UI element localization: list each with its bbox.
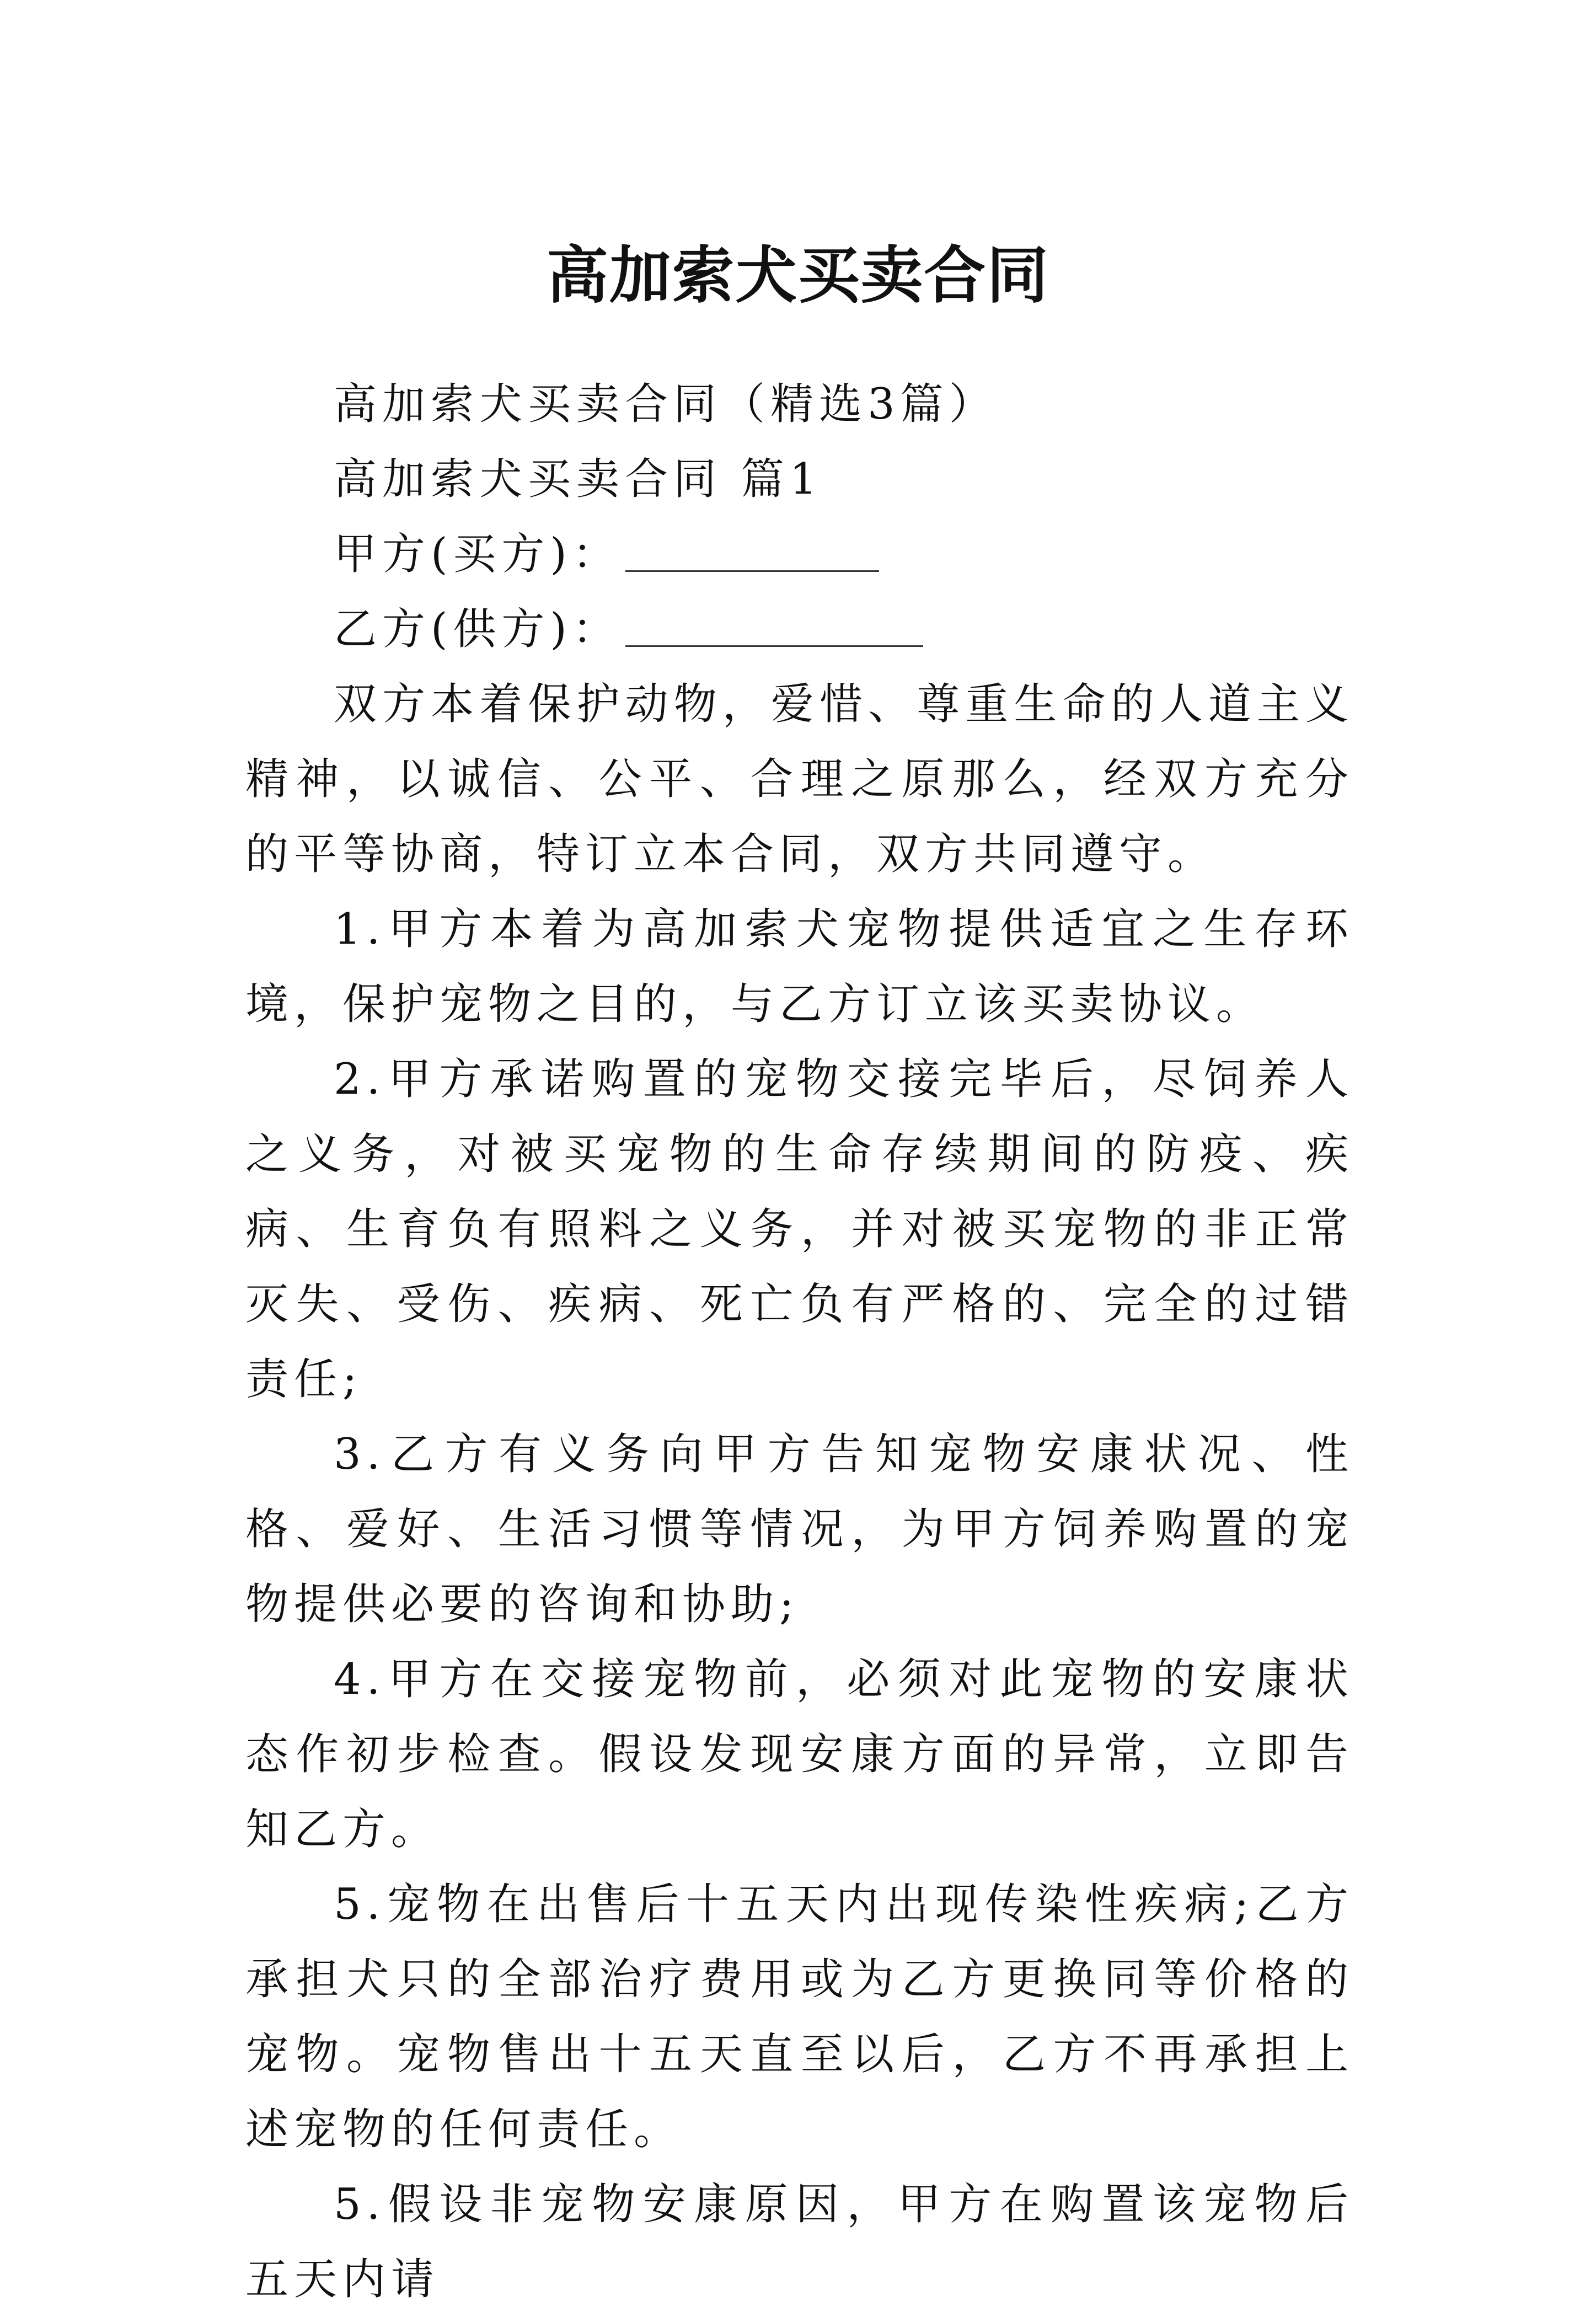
- paragraph-clause-2: 2.甲方承诺购置的宠物交接完毕后，尽饲养人之义务，对被买宠物的生命存续期间的防疫、疾病、生育负有照料之义务，并对被买宠物的非正常灭失、受伤、疾病、死亡负有严格的、完全的过错责任;: [245, 1055, 1354, 1404]
- party-b-label: 乙方(供方)：: [334, 604, 621, 654]
- paragraph-clause-5b: 5.假设非宠物安康原因，甲方在购置该宠物后五天内请: [245, 2180, 1354, 2304]
- section-heading: 高加索犬买卖合同 篇1: [334, 454, 823, 504]
- paragraph-clause-1: 1.甲方本着为高加索犬宠物提供适宜之生存环境，保护宠物之目的，与乙方订立该买卖协议。: [245, 905, 1354, 1029]
- party-a-line: [245, 517, 1354, 592]
- document-title: 高加索犬买卖合同: [547, 239, 1049, 312]
- paragraph-clause-3: 3.乙方有义务向甲方告知宠物安康状况、性格、爱好、生活习惯等情况，为甲方饲养购置的宠物提供必要的咨询和协助;: [245, 1430, 1354, 1629]
- party-a-label: 甲方(买方)：: [334, 529, 621, 579]
- party-b-blank[interactable]: [625, 612, 923, 647]
- party-b-line: [245, 592, 1354, 667]
- party-a-blank[interactable]: [625, 537, 879, 572]
- document-body: [245, 367, 1354, 2317]
- paragraph-preamble: 双方本着保护动物，爱惜、尊重生命的人道主义精神，以诚信、公平、合理之原那么，经双方充分的平等协商，特订立本合同，双方共同遵守。: [245, 679, 1354, 879]
- paragraph-clause-5: 5.宠物在出售后十五天内出现传染性疾病;乙方承担犬只的全部治疗费用或为乙方更换同等价格的宠物。宠物售出十五天直至以后，乙方不再承担上述宠物的任何责任。: [245, 1880, 1354, 2154]
- paragraph-clause-4: 4.甲方在交接宠物前，必须对此宠物的安康状态作初步检查。假设发现安康方面的异常，立即告知乙方。: [245, 1655, 1354, 1854]
- document-subtitle: 高加索犬买卖合同（精选3篇）: [334, 379, 998, 429]
